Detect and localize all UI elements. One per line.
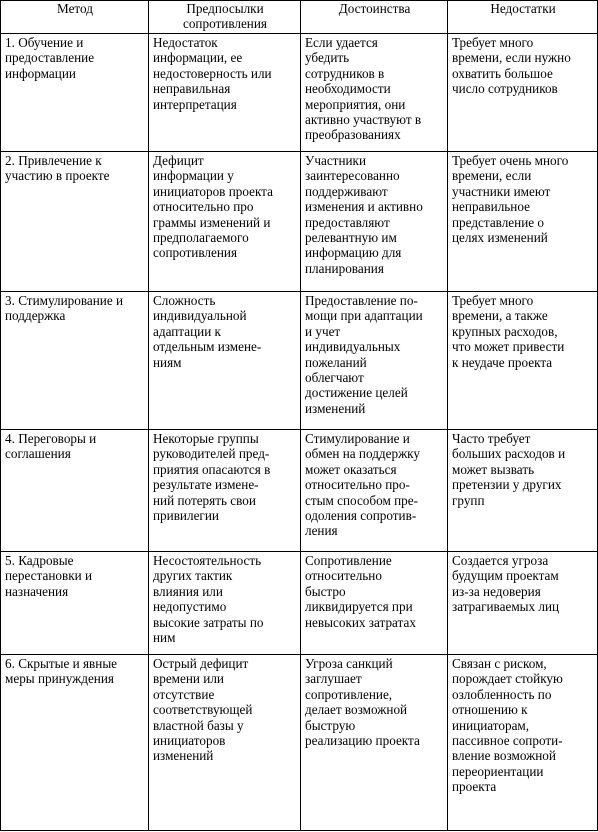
table-row <box>1 34 598 152</box>
cell-preconditions: Острый дефицит времени или отсутствие соответствующей властной базы у инициаторов изменений <box>149 655 301 831</box>
cell-method: 2. Привлечение к участию в проекте <box>1 152 149 292</box>
cell-disadvantages: Требует очень много времени, если участники имеют неправильное представление о целях изменений <box>448 152 598 292</box>
cell-preconditions: Недостаток информации, ее недостоверность или неправильная интерпретация <box>149 34 301 152</box>
table-row <box>1 152 598 292</box>
cell-method: 1. Обучение и предоставление информации <box>1 34 149 152</box>
cell-advantages: Угроза санкций заглушает сопротивление, делает возможной быструю реализацию проекта <box>301 655 448 831</box>
cell-disadvantages: Связан с риском, порождает стойкую озлобленность по отношению к инициаторам, пассивное сопроти- вление возможной переориентации проекта <box>448 655 598 831</box>
cell-preconditions: Дефицит информации у инициаторов проекта относительно про граммы изменений и предполагаемого сопротивления <box>149 152 301 292</box>
cell-preconditions: Сложность индивидуальной адаптации к отдельным измене- ниям <box>149 292 301 430</box>
cell-method: 6. Скрытые и явные меры принуждения <box>1 655 149 831</box>
header-row <box>1 1 598 34</box>
cell-advantages: Предоставление по- мощи при адаптации и учет индивидуальных пожеланий облегчают достижение целей изменений <box>301 292 448 430</box>
cell-method: 5. Кадровые перестановки и назначения <box>1 552 149 655</box>
cell-advantages: Участники заинтересованно поддерживают изменения и активно предоставляют релевантную им информацию для планирования <box>301 152 448 292</box>
table-row <box>1 552 598 655</box>
cell-advantages: Сопротивление относительно быстро ликвидируется при невысоких затратах <box>301 552 448 655</box>
cell-disadvantages: Требует много времени, а также крупных расходов, что может привести к неудаче проекта <box>448 292 598 430</box>
table-row <box>1 655 598 831</box>
cell-disadvantages: Часто требует больших расходов и может вызвать претензии у других групп <box>448 430 598 552</box>
cell-preconditions: Несостоятельность других тактик влияния или недопустимо высокие затраты по ним <box>149 552 301 655</box>
header-advantages: Достоинства <box>301 1 448 34</box>
header-method: Метод <box>1 1 149 34</box>
cell-disadvantages: Создается угроза будущим проектам из-за недоверия затрагиваемых лиц <box>448 552 598 655</box>
table-row <box>1 430 598 552</box>
header-preconditions: Предпосылки сопротивления <box>149 1 301 34</box>
cell-disadvantages: Требует много времени, если нужно охватить большое число сотрудников <box>448 34 598 152</box>
header-disadvantages: Недостатки <box>448 1 598 34</box>
cell-method: 3. Стимулирование и поддержка <box>1 292 149 430</box>
cell-advantages: Если удается убедить сотрудников в необходимости мероприятия, они активно участвуют в преобразованиях <box>301 34 448 152</box>
cell-method: 4. Переговоры и соглашения <box>1 430 149 552</box>
cell-advantages: Стимулирование и обмен на поддержку может оказаться относительно про- стым способом пре- одоления сопротив- ления <box>301 430 448 552</box>
table-row <box>1 292 598 430</box>
cell-preconditions: Некоторые группы руководителей пред- приятия опасаются в результате измене- ний потерять свои привилегии <box>149 430 301 552</box>
